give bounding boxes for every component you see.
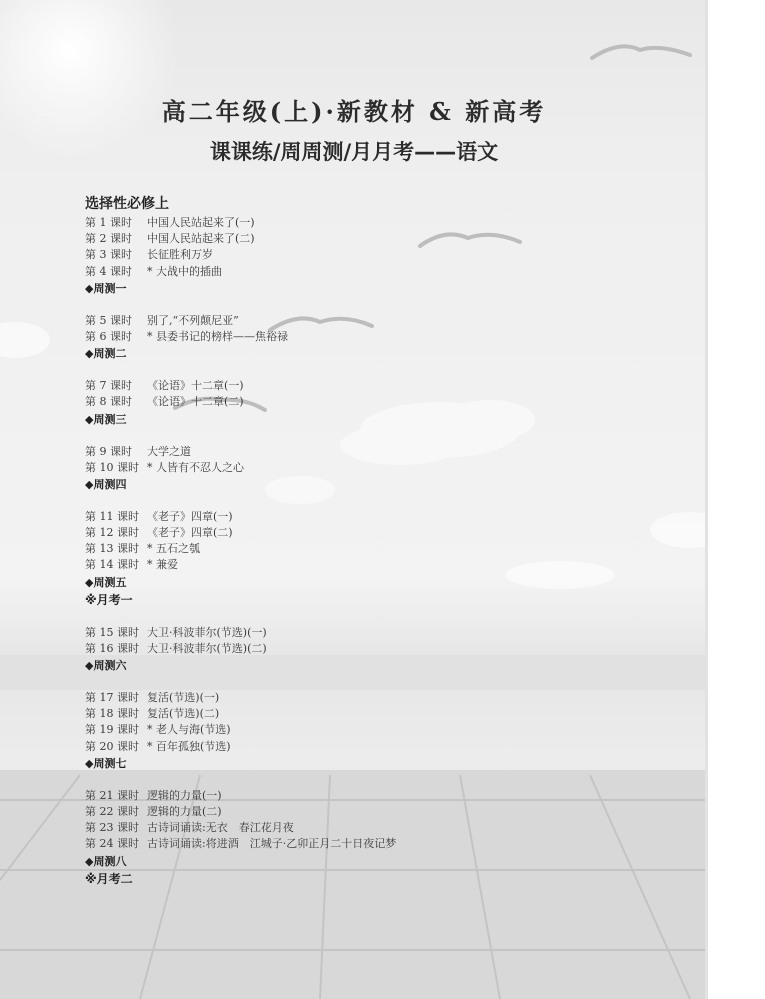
table-of-contents <box>85 193 645 904</box>
lesson-number: 第 1 课时 <box>85 216 132 229</box>
toc-entry <box>85 706 645 722</box>
weekly-quiz: ◆周测四 <box>85 477 127 491</box>
lesson-title: * 百年孤独(节选) <box>147 739 231 753</box>
weekly-quiz: ◆周测三 <box>85 412 127 426</box>
lesson-title: 别了,“不列颠尼亚” <box>147 313 239 327</box>
toc-entry <box>85 722 645 738</box>
lesson-number: 第 3 课时 <box>85 248 132 262</box>
lesson-number: 第 5 课时 <box>85 313 132 327</box>
lesson-title: 《老子》四章(二) <box>147 526 233 540</box>
weekly-quiz: ◆周测二 <box>85 347 127 361</box>
toc-entry <box>85 215 645 231</box>
lesson-number: 第 9 课时 <box>85 444 132 458</box>
weekly-quiz: ◆周测一 <box>85 281 127 295</box>
lesson-number: 第 11 课时 <box>85 509 139 523</box>
toc-entry <box>85 525 645 541</box>
lesson-title: 大卫·科波菲尔(节选)(一) <box>147 625 267 639</box>
lesson-title: * 县委书记的榜样——焦裕禄 <box>147 329 288 343</box>
lesson-title: 复活(节选)(一) <box>147 691 220 704</box>
monthly-exam: ※月考一 <box>85 592 133 607</box>
lesson-title: 古诗词诵读:将进酒 江城子·乙卯正月二十日夜记梦 <box>147 837 397 851</box>
lesson-number: 第 7 课时 <box>85 379 132 393</box>
seagull-1 <box>592 46 690 58</box>
toc-entry <box>85 541 645 557</box>
lesson-title: 《论语》十二章(一) <box>147 379 244 393</box>
section-title: 选择性必修上 <box>85 196 169 212</box>
lesson-number: 第 15 课时 <box>85 625 139 639</box>
lesson-number: 第 10 课时 <box>85 460 139 474</box>
lesson-title: 复活(节选)(二) <box>147 707 220 721</box>
unit-group-6 <box>85 625 645 674</box>
lesson-title: * 老人与海(节选) <box>147 723 231 737</box>
lesson-number: 第 13 课时 <box>85 542 139 556</box>
toc-entry <box>85 836 645 852</box>
toc-entry <box>85 788 645 804</box>
lesson-title: * 人皆有不忍人之心 <box>147 460 244 474</box>
unit-group-1 <box>85 215 645 297</box>
unit-group-8 <box>85 788 645 888</box>
lesson-number: 第 4 课时 <box>85 264 132 278</box>
lesson-title: 大学之道 <box>147 444 191 458</box>
unit-group-4 <box>85 444 645 493</box>
lesson-title: 中国人民站起来了(一) <box>147 216 255 229</box>
unit-group-7 <box>85 690 645 772</box>
lesson-title: 中国人民站起来了(二) <box>147 232 255 246</box>
lesson-number: 第 17 课时 <box>85 691 139 704</box>
toc-entry <box>85 557 645 573</box>
toc-entry <box>85 394 645 410</box>
lesson-title: 《论语》十二章(二) <box>147 395 244 409</box>
toc-entry <box>85 625 645 641</box>
weekly-quiz: ◆周测六 <box>85 659 127 672</box>
unit-group-3 <box>85 378 645 427</box>
lesson-number: 第 21 课时 <box>85 788 139 802</box>
lesson-title: 逻辑的力量(二) <box>147 804 222 818</box>
lesson-number: 第 20 课时 <box>85 739 139 753</box>
lesson-title: * 兼爱 <box>147 558 178 572</box>
toc-entry <box>85 509 645 525</box>
lesson-number: 第 16 课时 <box>85 641 139 655</box>
toc-entry <box>85 444 645 460</box>
toc-entry <box>85 247 645 263</box>
toc-entry <box>85 231 645 247</box>
weekly-quiz: ◆周测五 <box>85 575 127 589</box>
lesson-number: 第 14 课时 <box>85 558 139 572</box>
toc-entry <box>85 641 645 657</box>
lesson-title: * 大战中的插曲 <box>147 264 222 278</box>
page-subtitle: 课课练/周周测/月月考——语文 <box>209 140 499 164</box>
monthly-exam: ※月考二 <box>85 871 133 886</box>
lesson-title: 大卫·科波菲尔(节选)(二) <box>147 641 267 655</box>
weekly-quiz: ◆周测八 <box>85 854 127 868</box>
lesson-number: 第 18 课时 <box>85 707 139 721</box>
weekly-quiz: ◆周测七 <box>85 756 127 770</box>
lesson-number: 第 23 课时 <box>85 821 139 835</box>
toc-entry <box>85 460 645 476</box>
toc-entry <box>85 378 645 394</box>
lesson-title: * 五石之瓠 <box>147 542 200 556</box>
lesson-title: 长征胜利万岁 <box>147 248 213 262</box>
toc-entry <box>85 313 645 329</box>
lesson-number: 第 6 课时 <box>85 329 132 343</box>
lesson-title: 逻辑的力量(一) <box>147 788 222 802</box>
unit-group-5 <box>85 509 645 609</box>
lesson-number: 第 8 课时 <box>85 395 132 409</box>
lesson-title: 《老子》四章(一) <box>147 509 233 523</box>
toc-entry <box>85 264 645 280</box>
lesson-number: 第 24 课时 <box>85 837 139 851</box>
lesson-title: 古诗词诵读:无衣 春江花月夜 <box>147 821 294 835</box>
toc-entry <box>85 690 645 706</box>
unit-group-2 <box>85 313 645 362</box>
lesson-number: 第 19 课时 <box>85 723 139 737</box>
lesson-number: 第 2 课时 <box>85 232 132 246</box>
toc-entry <box>85 804 645 820</box>
page-title: 高二年级(上)·新教材 & 新高考 <box>161 97 547 126</box>
toc-entry <box>85 329 645 345</box>
lesson-number: 第 12 课时 <box>85 526 139 540</box>
lesson-number: 第 22 课时 <box>85 804 139 818</box>
toc-entry <box>85 820 645 836</box>
toc-entry <box>85 739 645 755</box>
